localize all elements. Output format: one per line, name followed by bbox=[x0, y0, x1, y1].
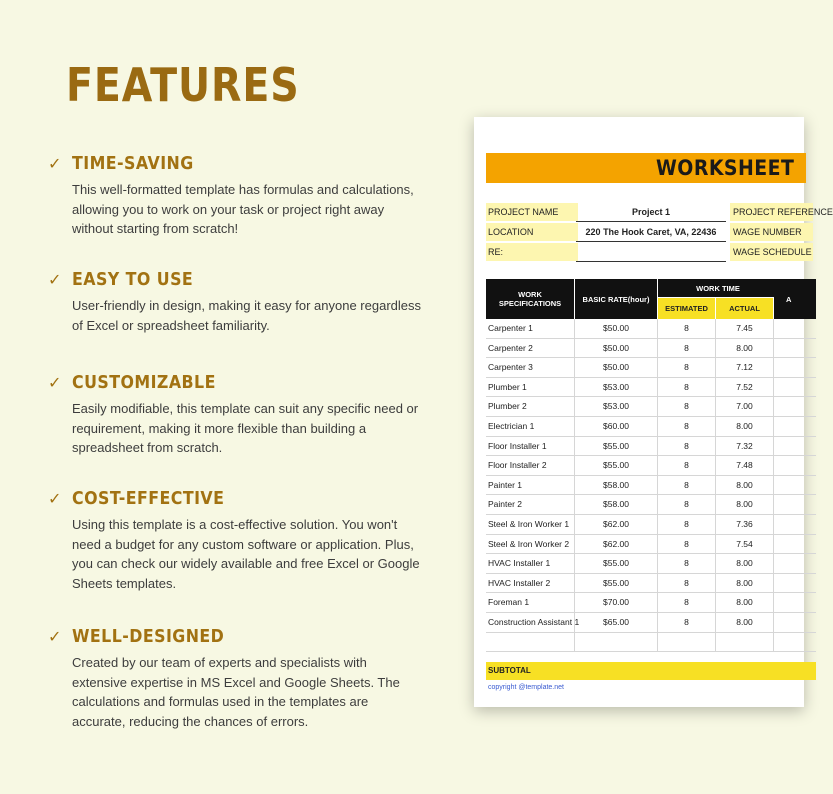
cell-estimated: 8 bbox=[658, 593, 716, 612]
feature-description: This well-formatted template has formulas and calculations, allowing you to work on your task or project right away without starting from scratch! bbox=[72, 182, 414, 236]
info-row bbox=[486, 203, 833, 223]
table-row bbox=[486, 339, 816, 359]
cell-estimated: 8 bbox=[658, 437, 716, 456]
cell-rate: $70.00 bbox=[575, 593, 658, 612]
cell-estimated: 8 bbox=[658, 535, 716, 554]
feature-title: TIME-SAVING bbox=[72, 152, 194, 174]
column-header-work-time: WORK TIME bbox=[658, 279, 778, 297]
cell-rate: $53.00 bbox=[575, 378, 658, 397]
cell-rate: $58.00 bbox=[575, 495, 658, 514]
table-row bbox=[486, 495, 816, 515]
cell-estimated: 8 bbox=[658, 515, 716, 534]
cell-rate: $55.00 bbox=[575, 554, 658, 573]
cell-estimated: 8 bbox=[658, 574, 716, 593]
cell-estimated: 8 bbox=[658, 417, 716, 436]
feature-well-designed bbox=[48, 623, 428, 731]
feature-title: WELL-DESIGNED bbox=[72, 625, 225, 647]
info-value bbox=[576, 243, 726, 262]
cell-estimated: 8 bbox=[658, 378, 716, 397]
feature-time-saving bbox=[48, 150, 428, 239]
info-row bbox=[486, 243, 812, 263]
worksheet-header-bar bbox=[486, 153, 806, 183]
cell-spec: Floor Installer 1 bbox=[488, 437, 575, 456]
cell-spec bbox=[488, 633, 575, 652]
column-header-rate: BASIC RATE(hour) bbox=[575, 279, 657, 319]
cell-actual: 8.00 bbox=[716, 495, 774, 514]
info-value: Project 1 bbox=[576, 203, 726, 222]
table-row bbox=[486, 417, 816, 437]
cell-rate: $53.00 bbox=[575, 397, 658, 416]
cell-actual: 7.00 bbox=[716, 397, 774, 416]
page-title: FEATURES bbox=[66, 58, 300, 112]
cell-actual: 7.45 bbox=[716, 319, 774, 338]
table-row bbox=[486, 397, 816, 417]
feature-customizable bbox=[48, 369, 428, 458]
check-icon: ✓ bbox=[48, 488, 62, 508]
table-row bbox=[486, 593, 816, 613]
table-row bbox=[486, 437, 816, 457]
cell-rate: $50.00 bbox=[575, 339, 658, 358]
info-label: PROJECT NAME bbox=[486, 203, 578, 221]
cell-estimated: 8 bbox=[658, 554, 716, 573]
cell-actual: 7.32 bbox=[716, 437, 774, 456]
cell-spec: HVAC Installer 2 bbox=[488, 574, 575, 593]
table-row bbox=[486, 358, 816, 378]
cell-spec: Plumber 1 bbox=[488, 378, 575, 397]
check-icon: ✓ bbox=[48, 269, 62, 289]
cell-spec: Steel & Iron Worker 2 bbox=[488, 535, 575, 554]
cell-actual: 8.00 bbox=[716, 417, 774, 436]
info-row bbox=[486, 223, 806, 243]
cell-actual: 7.54 bbox=[716, 535, 774, 554]
info-label-right: WAGE SCHEDULE bbox=[730, 243, 813, 261]
cell-estimated: 8 bbox=[658, 476, 716, 495]
table-body bbox=[486, 319, 816, 652]
cell-actual bbox=[716, 633, 774, 652]
cell-rate: $58.00 bbox=[575, 476, 658, 495]
cell-spec: Carpenter 1 bbox=[488, 319, 575, 338]
cell-actual: 8.00 bbox=[716, 339, 774, 358]
cell-spec: Painter 1 bbox=[488, 476, 575, 495]
cell-rate: $62.00 bbox=[575, 535, 658, 554]
column-header-extra: A bbox=[774, 279, 816, 319]
work-table bbox=[486, 279, 816, 691]
cell-actual: 7.52 bbox=[716, 378, 774, 397]
worksheet-title: WORKSHEET bbox=[656, 156, 795, 180]
cell-spec: Carpenter 2 bbox=[488, 339, 575, 358]
feature-description: User-friendly in design, making it easy for anyone regardless of Excel or spreadsheet familiarity. bbox=[72, 298, 422, 333]
table-row bbox=[486, 633, 816, 653]
table-row bbox=[486, 613, 816, 633]
feature-easy-to-use bbox=[48, 266, 428, 335]
cell-rate: $62.00 bbox=[575, 515, 658, 534]
check-icon: ✓ bbox=[48, 626, 62, 646]
feature-title: CUSTOMIZABLE bbox=[72, 371, 216, 393]
cell-actual: 7.36 bbox=[716, 515, 774, 534]
cell-actual: 8.00 bbox=[716, 476, 774, 495]
info-label: LOCATION bbox=[486, 223, 578, 241]
table-row bbox=[486, 319, 816, 339]
column-header-actual: ACTUAL bbox=[716, 298, 773, 319]
cell-spec: Plumber 2 bbox=[488, 397, 575, 416]
info-label-right: WAGE NUMBER bbox=[730, 223, 813, 241]
cell-spec: Electrician 1 bbox=[488, 417, 575, 436]
cell-estimated: 8 bbox=[658, 339, 716, 358]
subtotal-row: SUBTOTAL bbox=[486, 662, 816, 680]
cell-spec: Painter 2 bbox=[488, 495, 575, 514]
cell-estimated: 8 bbox=[658, 456, 716, 475]
feature-description: Using this template is a cost-effective solution. You won't need a budget for any custom software or application. Plus, you can check our widely available and free Excel or Google Sheets templates. bbox=[72, 517, 420, 591]
cell-rate: $55.00 bbox=[575, 574, 658, 593]
info-label: RE: bbox=[486, 243, 578, 261]
cell-rate: $55.00 bbox=[575, 456, 658, 475]
project-info bbox=[486, 203, 833, 263]
column-header-estimated: ESTIMATED bbox=[658, 298, 715, 319]
cell-spec: Carpenter 3 bbox=[488, 358, 575, 377]
check-icon: ✓ bbox=[48, 372, 62, 392]
cell-actual: 8.00 bbox=[716, 554, 774, 573]
cell-rate: $50.00 bbox=[575, 319, 658, 338]
table-row bbox=[486, 554, 816, 574]
cell-estimated: 8 bbox=[658, 495, 716, 514]
cell-rate: $55.00 bbox=[575, 437, 658, 456]
table-row bbox=[486, 515, 816, 535]
feature-title: EASY TO USE bbox=[72, 268, 194, 290]
copyright-text: copyright @template.net bbox=[488, 684, 564, 692]
cell-estimated: 8 bbox=[658, 397, 716, 416]
cell-estimated bbox=[658, 633, 716, 652]
cell-actual: 7.48 bbox=[716, 456, 774, 475]
column-header-spec: WORK SPECIFICATIONS bbox=[486, 279, 574, 319]
info-value: 220 The Hook Caret, VA, 22436 bbox=[576, 223, 726, 242]
cell-rate: $50.00 bbox=[575, 358, 658, 377]
cell-rate bbox=[575, 633, 658, 652]
feature-cost-effective bbox=[48, 485, 428, 593]
cell-actual: 8.00 bbox=[716, 613, 774, 632]
cell-spec: Floor Installer 2 bbox=[488, 456, 575, 475]
cell-actual: 8.00 bbox=[716, 593, 774, 612]
feature-description: Created by our team of experts and specialists with extensive expertise in MS Excel and Google Sheets. The calculations and formulas used in the templates are accurate, reducing the chances of errors. bbox=[72, 655, 400, 729]
cell-rate: $65.00 bbox=[575, 613, 658, 632]
cell-spec: Steel & Iron Worker 1 bbox=[488, 515, 575, 534]
cell-actual: 7.12 bbox=[716, 358, 774, 377]
table-row bbox=[486, 535, 816, 555]
cell-estimated: 8 bbox=[658, 319, 716, 338]
table-row bbox=[486, 476, 816, 496]
cell-spec: Foreman 1 bbox=[488, 593, 575, 612]
feature-description: Easily modifiable, this template can suit any specific need or requirement, making it more flexible than building a spreadsheet from scratch. bbox=[72, 401, 419, 455]
cell-actual: 8.00 bbox=[716, 574, 774, 593]
table-row bbox=[486, 456, 816, 476]
feature-title: COST-EFFECTIVE bbox=[72, 487, 225, 509]
cell-spec: HVAC Installer 1 bbox=[488, 554, 575, 573]
info-label-right: PROJECT REFERENCE bbox=[730, 203, 813, 221]
table-header bbox=[486, 279, 816, 319]
check-icon: ✓ bbox=[48, 153, 62, 173]
table-row bbox=[486, 378, 816, 398]
table-row bbox=[486, 574, 816, 594]
cell-estimated: 8 bbox=[658, 358, 716, 377]
cell-spec: Construction Assistant 1 bbox=[488, 613, 575, 632]
cell-estimated: 8 bbox=[658, 613, 716, 632]
worksheet-preview bbox=[474, 117, 833, 707]
cell-rate: $60.00 bbox=[575, 417, 658, 436]
